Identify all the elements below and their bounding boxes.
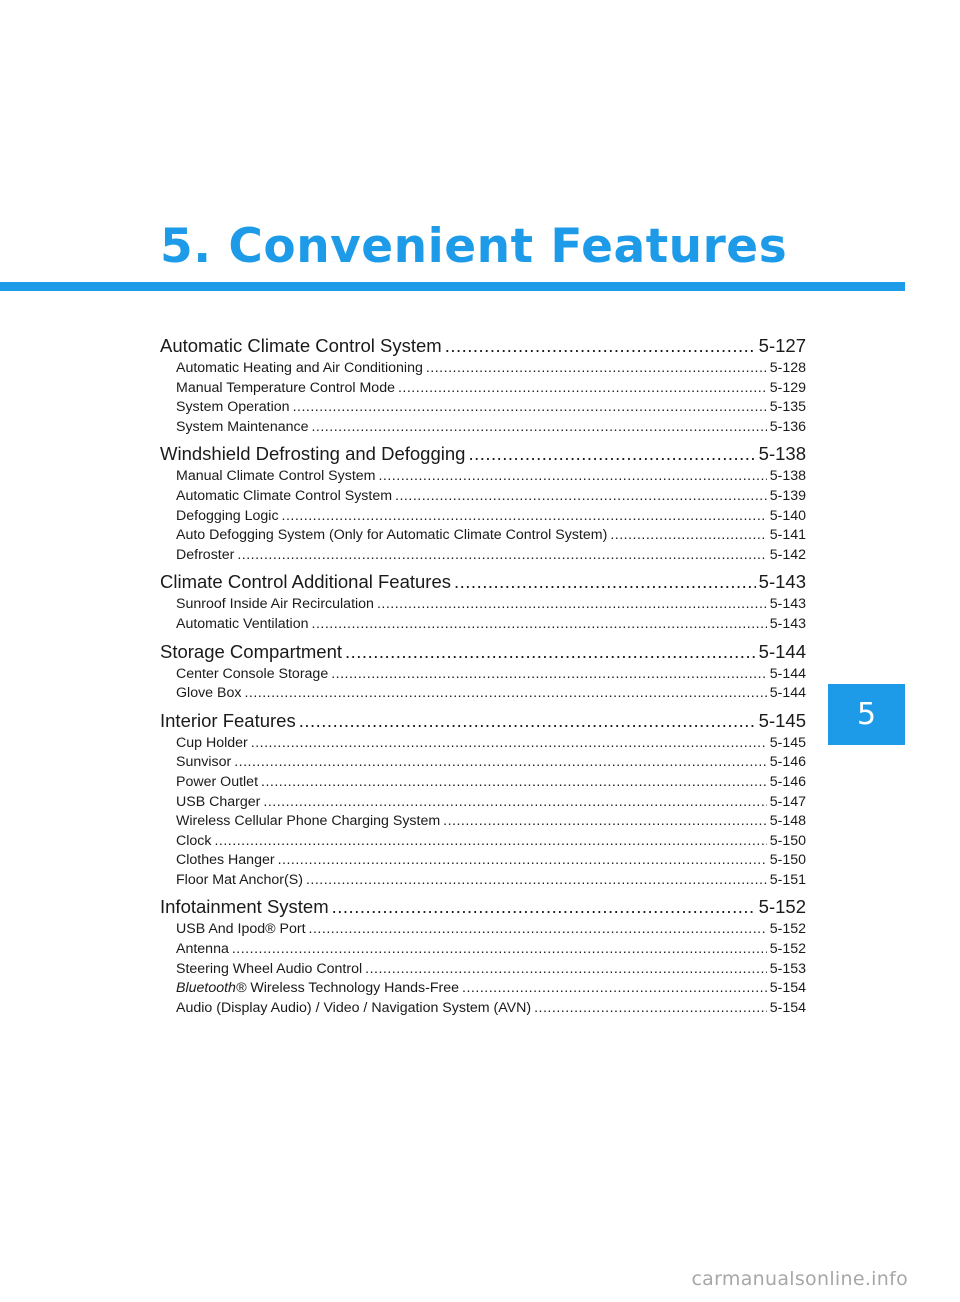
- toc-entry-title: Sunvisor: [176, 754, 232, 771]
- dot-leader: [237, 546, 766, 566]
- toc-entry-title: Glove Box: [176, 685, 242, 702]
- toc-entry-title-italic: Bluetooth®: [176, 980, 247, 997]
- dot-leader: [426, 359, 767, 379]
- dot-leader: [534, 999, 767, 1019]
- title-rule: [0, 282, 905, 291]
- dot-leader: [309, 920, 767, 940]
- dot-leader: [278, 851, 767, 871]
- toc-entry-page: 5-152: [769, 921, 806, 938]
- toc-entry-page: 5-129: [769, 379, 806, 396]
- toc-section-page: 5-152: [758, 896, 806, 918]
- toc-entry-page: 5-143: [769, 596, 806, 613]
- toc-entry[interactable]: [160, 773, 806, 793]
- toc-section[interactable]: [160, 441, 806, 467]
- toc-entry[interactable]: [160, 812, 806, 832]
- dot-leader: [232, 940, 767, 960]
- toc-section-page: 5-127: [758, 335, 806, 356]
- dot-leader: [365, 960, 767, 980]
- watermark: carmanualsonline.info: [691, 1268, 908, 1290]
- toc-entry-page: 5-144: [769, 665, 806, 682]
- dot-leader: [468, 441, 755, 467]
- toc-entry-title: USB And Ipod® Port: [176, 921, 306, 938]
- toc-entry-title: Defogging Logic: [176, 507, 279, 524]
- toc-entry-title: Floor Mat Anchor(S): [176, 871, 303, 888]
- toc-entry-title: Clothes Hanger: [176, 852, 275, 869]
- dot-leader: [398, 379, 767, 399]
- dot-leader: [332, 894, 756, 920]
- toc-entry-page: 5-142: [769, 546, 806, 563]
- dot-leader: [454, 569, 756, 595]
- toc-section-title: Climate Control Additional Features: [160, 571, 452, 593]
- toc-entry-title: Manual Temperature Control Mode: [176, 379, 395, 396]
- toc-entry-page: 5-146: [769, 773, 806, 790]
- dot-leader: [395, 487, 767, 507]
- toc-entry[interactable]: [160, 793, 806, 813]
- dot-leader: [306, 871, 767, 891]
- toc-entry[interactable]: [160, 851, 806, 871]
- toc-entry-title: Automatic Climate Control System: [176, 487, 393, 504]
- toc-section[interactable]: [160, 333, 806, 359]
- toc-entry-title: Center Console Storage: [176, 665, 329, 682]
- toc-section-page: 5-144: [758, 640, 806, 662]
- chapter-tab[interactable]: 5: [828, 684, 905, 745]
- toc-entry-page: 5-138: [769, 468, 806, 485]
- toc-section-title: Interior Features: [160, 709, 296, 731]
- toc-entry-page: 5-140: [769, 507, 806, 524]
- toc-entry-title: USB Charger: [176, 793, 261, 810]
- toc-entry-page: 5-148: [769, 813, 806, 830]
- dot-leader: [345, 639, 756, 665]
- toc-entry[interactable]: [160, 467, 806, 487]
- toc-entry-page: 5-139: [769, 487, 806, 504]
- toc-entry-page: 5-151: [769, 871, 806, 888]
- dot-leader: [377, 595, 767, 615]
- toc-entry-page: 5-141: [769, 527, 806, 544]
- dot-leader: [378, 467, 766, 487]
- toc-section-title: Infotainment System: [160, 896, 329, 918]
- toc-entry[interactable]: [160, 999, 806, 1019]
- toc-entry[interactable]: [160, 487, 806, 507]
- toc-section-page: 5-145: [758, 709, 806, 731]
- dot-leader: [214, 832, 766, 852]
- toc-entry-title: Antenna: [176, 941, 229, 958]
- toc-entry-page: 5-154: [769, 999, 806, 1016]
- toc-entry-page: 5-128: [769, 360, 806, 376]
- toc-entry-title: Audio (Display Audio) / Video / Navigation System (AVN): [176, 999, 532, 1016]
- chapter-title: 5. Convenient Features: [160, 219, 788, 274]
- toc-entry-title: Manual Climate Control System: [176, 468, 376, 485]
- toc-section[interactable]: [160, 894, 806, 920]
- table-of-contents: [160, 333, 806, 1018]
- toc-entry[interactable]: [160, 832, 806, 852]
- toc-entry[interactable]: [160, 871, 806, 891]
- toc-entry[interactable]: [160, 546, 806, 566]
- toc-entry[interactable]: [160, 940, 806, 960]
- toc-section[interactable]: [160, 569, 806, 595]
- toc-entry-title: System Operation: [176, 399, 290, 416]
- dot-leader: [251, 734, 767, 754]
- toc-entry-page: 5-144: [769, 685, 806, 702]
- toc-entry-page: 5-145: [769, 734, 806, 751]
- toc-entry-title: Sunroof Inside Air Recirculation: [176, 596, 374, 613]
- toc-entry-page: 5-150: [769, 852, 806, 869]
- toc-section[interactable]: [160, 708, 806, 734]
- toc-entry-page: 5-152: [769, 941, 806, 958]
- toc-entry-title: Steering Wheel Audio Control: [176, 960, 363, 977]
- dot-leader: [445, 333, 756, 359]
- toc-section-title: Windshield Defrosting and Defogging: [160, 443, 466, 465]
- toc-section-page: 5-143: [758, 571, 806, 593]
- toc-section-title: Storage Compartment: [160, 640, 343, 662]
- toc-entry-title: Automatic Ventilation: [176, 615, 309, 632]
- toc-entry[interactable]: [160, 526, 806, 546]
- toc-entry[interactable]: [160, 418, 806, 438]
- toc-entry-title: Auto Defogging System (Only for Automatic Climate Control System): [176, 527, 608, 544]
- toc-entry-title: Cup Holder: [176, 734, 248, 751]
- toc-entry[interactable]: [160, 960, 806, 980]
- toc-entry-page: 5-154: [769, 980, 806, 997]
- toc-entry[interactable]: [160, 507, 806, 527]
- dot-leader: [443, 812, 767, 832]
- toc-section[interactable]: [160, 639, 806, 665]
- toc-entry[interactable]: [160, 753, 806, 773]
- toc-entry-title: System Maintenance: [176, 418, 309, 435]
- toc-entry-title: Defroster: [176, 546, 235, 563]
- dot-leader: [299, 708, 756, 734]
- toc-entry[interactable]: [160, 379, 806, 399]
- toc-entry-title-rest: Wireless Technology Hands-Free: [246, 980, 460, 997]
- toc-section-title: Automatic Climate Control System: [160, 335, 442, 356]
- toc-entry-page: 5-146: [769, 754, 806, 771]
- toc-entry[interactable]: [160, 684, 806, 704]
- toc-entry[interactable]: [160, 359, 806, 379]
- dot-leader: [462, 979, 767, 999]
- dot-leader: [331, 665, 766, 685]
- toc-entry-page: 5-153: [769, 960, 806, 977]
- toc-entry[interactable]: [160, 665, 806, 685]
- dot-leader: [263, 793, 766, 813]
- toc-entry-page: 5-135: [769, 399, 806, 416]
- toc-entry-page: 5-150: [769, 832, 806, 849]
- toc-entry-page: 5-143: [769, 615, 806, 632]
- toc-entry-title: Clock: [176, 832, 212, 849]
- dot-leader: [293, 398, 767, 418]
- toc-section-page: 5-138: [758, 443, 806, 465]
- toc-entry-title: Automatic Heating and Air Conditioning: [176, 360, 423, 376]
- dot-leader: [261, 773, 767, 793]
- dot-leader: [312, 615, 767, 635]
- toc-entry-page: 5-147: [769, 793, 806, 810]
- toc-entry[interactable]: [160, 398, 806, 418]
- toc-entry-page: 5-136: [769, 418, 806, 435]
- dot-leader: [244, 684, 766, 704]
- toc-entry[interactable]: [160, 979, 806, 999]
- toc-entry[interactable]: [160, 920, 806, 940]
- toc-entry-title: Wireless Cellular Phone Charging System: [176, 813, 441, 830]
- toc-entry[interactable]: [160, 595, 806, 615]
- toc-entry[interactable]: [160, 615, 806, 635]
- toc-entry-title: [176, 979, 459, 999]
- dot-leader: [234, 753, 767, 773]
- dot-leader: [282, 507, 767, 527]
- toc-entry-title: Power Outlet: [176, 773, 259, 790]
- dot-leader: [610, 526, 766, 546]
- dot-leader: [311, 418, 766, 438]
- toc-entry[interactable]: [160, 734, 806, 754]
